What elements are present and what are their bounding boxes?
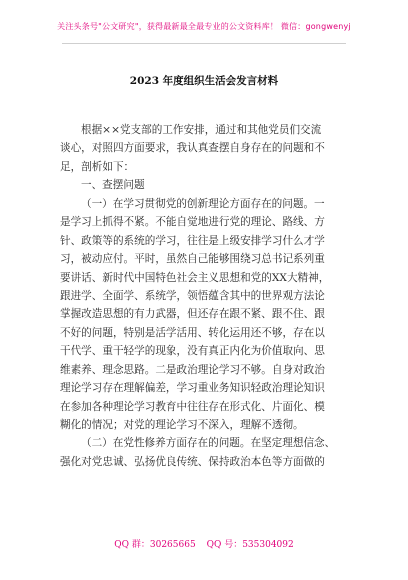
- document-body: [60, 121, 348, 471]
- body-line: 维素养、理念思路。二是政治理论学习不够。自身对政治: [60, 363, 325, 376]
- body-line: （一）在学习贯彻党的创新理论方面存在的问题。一: [81, 197, 325, 210]
- body-line: 根据××党支部的工作安排，通过和其他党员们交流: [81, 124, 322, 136]
- footer-contact: [0, 537, 408, 550]
- header-promo-note: 关注头条号"公文研究"，获得最新最全最专业的公文资料库！ 微信：gongwenyj: [57, 22, 351, 31]
- header-divider: [62, 43, 346, 44]
- body-line: 理论学习存在理解偏差，学习重业务知识轻政治理论知识: [60, 382, 325, 395]
- body-line: 针、政策等的系统的学习，往往是上级安排学习什么才学: [60, 234, 325, 247]
- body-line: 是学习上抓得不紧。不能自觉地进行党的理论、路线、方: [60, 216, 325, 229]
- footer-qq-number: QQ 号：535304092: [206, 540, 294, 550]
- body-line: 足，剖析如下：: [60, 160, 135, 173]
- footer-qq-group: QQ 群：30265665: [114, 540, 196, 550]
- body-line: 一、查摆问题: [81, 179, 145, 192]
- body-line: 要讲话、新时代中国特色社会主义思想和党的XX大精神，: [60, 271, 330, 284]
- body-line: 掌握改造思想的有力武器，但还存在跟不紧、跟不住、跟: [60, 308, 325, 321]
- body-line: 糊化的情况；对党的理论学习不深入，理解不透彻。: [60, 419, 304, 431]
- body-line: 干代学、重干轻学的现象，没有真正内化为价值取向、思: [60, 345, 325, 358]
- body-line: 不好的问题，特别是活学活用、转化运用还不够，存在以: [60, 326, 325, 339]
- body-line: 在参加各种理论学习教育中往往存在形式化、片面化、模: [60, 400, 325, 413]
- body-line: 谈心，对照四方面要求，我认真查摆自身存在的问题和不: [60, 142, 325, 155]
- body-line: 习，被动应付。平时，虽然自己能够围绕习总书记系列重: [60, 253, 325, 266]
- body-line: 强化对党忠诚、弘扬优良传统、保持政治本色等方面做的: [60, 455, 325, 468]
- document-title: 2023 年度组织生活会发言材料: [129, 75, 279, 87]
- body-line: （二）在党性修养方面存在的问题。在坚定理想信念、: [81, 437, 336, 450]
- body-line: 跟进学、全面学、系统学，领悟蕴含其中的世界观方法论: [60, 289, 325, 302]
